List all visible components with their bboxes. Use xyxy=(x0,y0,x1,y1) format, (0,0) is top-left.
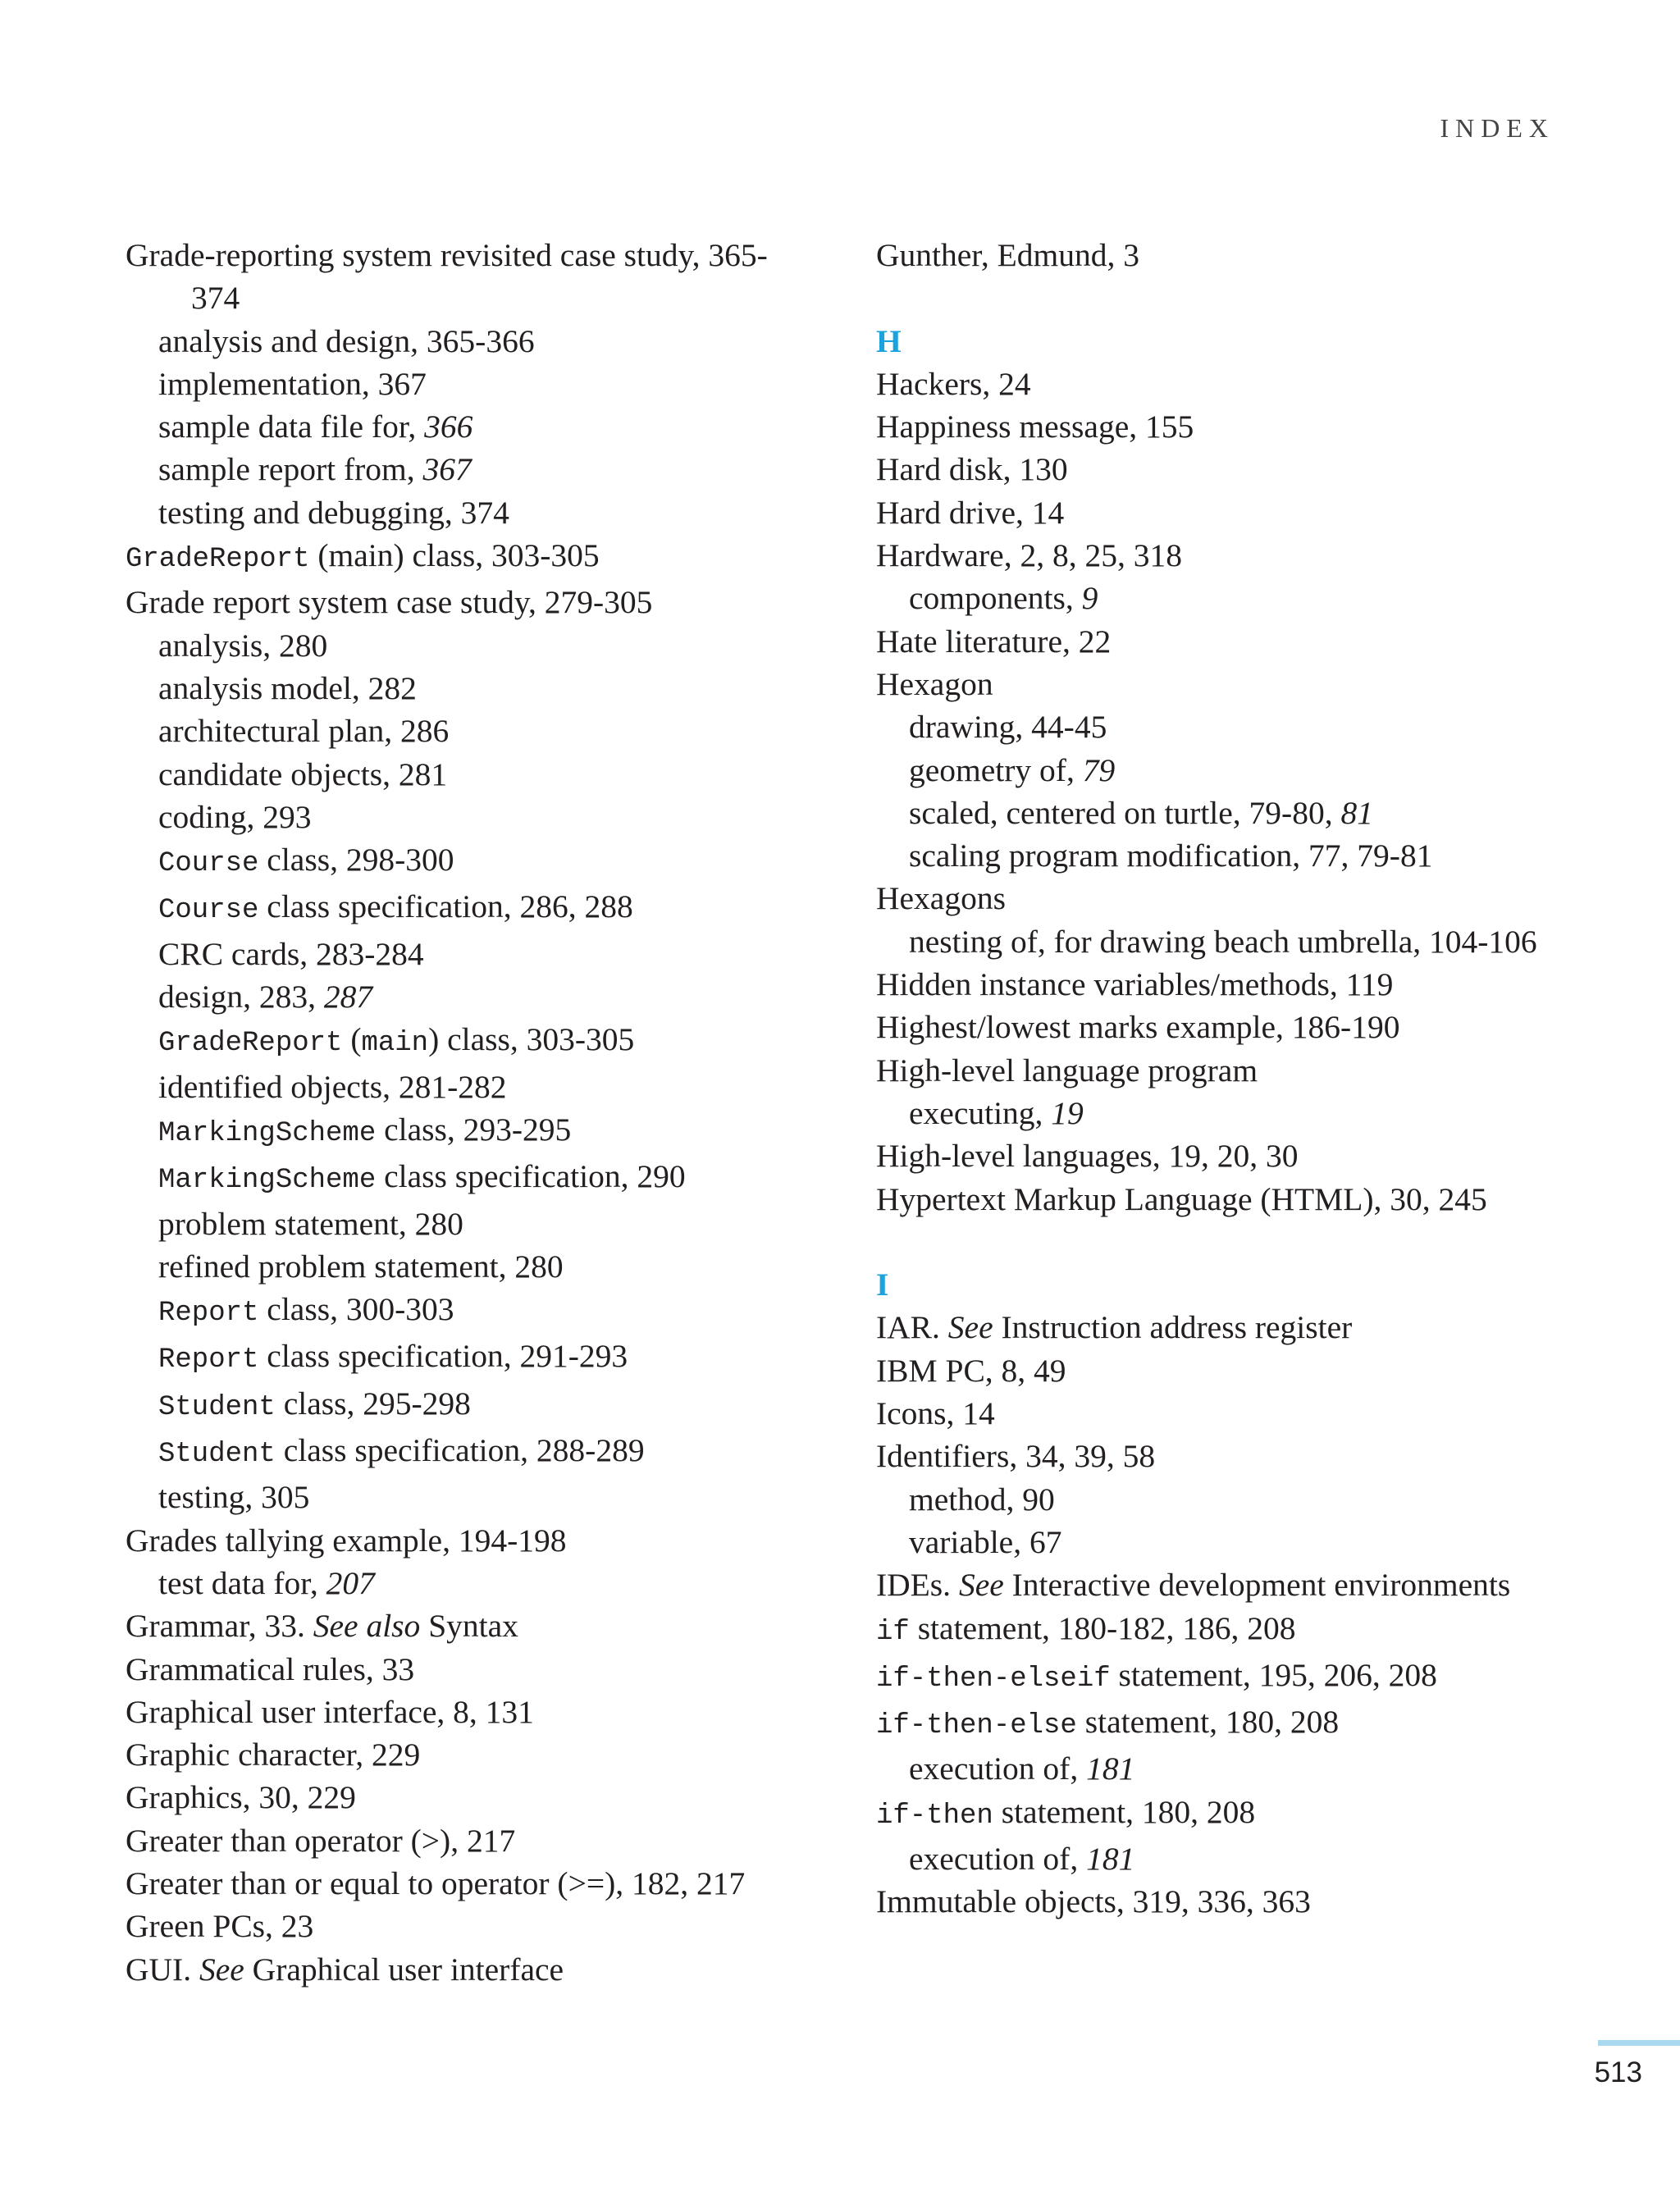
entry-text: 374 xyxy=(191,280,240,317)
figure-page-ref: 81 xyxy=(1340,794,1373,831)
index-subentry: coding, 293 xyxy=(158,798,312,835)
index-entry: Immutable objects, 319, 336, 363 xyxy=(876,1883,1311,1920)
index-subentry: analysis and design, 365-366 xyxy=(158,322,535,359)
index-entry: Hypertext Markup Language (HTML), 30, 245 xyxy=(876,1180,1487,1217)
index-column-left xyxy=(126,234,831,1991)
index-entry: Gunther, Edmund, 3 xyxy=(876,237,1139,273)
entry-text: Instruction address register xyxy=(993,1309,1353,1346)
index-entry: Graphics, 30, 229 xyxy=(126,1779,356,1816)
entry-text: ) class, 303-305 xyxy=(428,1021,635,1058)
code-term: Course xyxy=(158,848,259,880)
entry-text: design, 283, xyxy=(158,979,324,1016)
index-subentry xyxy=(126,838,831,885)
index-entry: Identifiers, 34, 39, 58 xyxy=(876,1438,1156,1475)
index-entry: Hardware, 2, 8, 25, 318 xyxy=(876,537,1182,574)
index-entry: Hard disk, 130 xyxy=(876,451,1068,488)
index-subentry xyxy=(126,1155,831,1202)
index-subentry xyxy=(876,792,1582,834)
index-subentry xyxy=(876,1837,1582,1880)
index-entry xyxy=(876,1563,1582,1606)
code-term: MarkingScheme xyxy=(158,1165,377,1197)
index-entry: Greater than operator (>), 217 xyxy=(126,1822,516,1859)
index-column-right xyxy=(876,234,1582,1924)
index-entry: Hackers, 24 xyxy=(876,365,1031,402)
entry-text: IAR. xyxy=(876,1309,948,1346)
section-gap xyxy=(876,1221,1582,1263)
index-subentry xyxy=(876,577,1582,619)
index-subentry: problem statement, 280 xyxy=(158,1205,463,1242)
entry-text: class, 298-300 xyxy=(258,842,454,879)
index-entry: Grammatical rules, 33 xyxy=(126,1650,415,1687)
index-entry: Grades tallying example, 194-198 xyxy=(126,1522,567,1559)
index-subentry: identified objects, 281-282 xyxy=(158,1068,507,1105)
code-term: main xyxy=(361,1028,429,1060)
index-subentry xyxy=(126,1108,831,1155)
entry-text: Syntax xyxy=(420,1608,518,1645)
entry-text: class, 300-303 xyxy=(258,1291,454,1328)
index-subentry xyxy=(126,448,831,491)
entry-text: test data for, xyxy=(158,1564,326,1601)
index-entry xyxy=(126,1604,831,1647)
running-head: INDEX xyxy=(1440,113,1554,143)
entry-text: class specification, 290 xyxy=(376,1158,686,1195)
index-subentry: drawing, 44-45 xyxy=(909,709,1107,746)
entry-text: IDEs. xyxy=(876,1567,959,1604)
index-entry: Hexagon xyxy=(876,665,993,702)
index-entry: IBM PC, 8, 49 xyxy=(876,1352,1066,1389)
entry-text: class specification, 291-293 xyxy=(258,1338,628,1375)
index-subentry xyxy=(126,1429,831,1476)
entry-text: class, 295-298 xyxy=(275,1385,471,1422)
index-subentry: analysis, 280 xyxy=(158,627,328,664)
figure-page-ref: 207 xyxy=(326,1564,375,1601)
index-subentry xyxy=(126,975,831,1018)
index-subentry: implementation, 367 xyxy=(158,365,427,402)
index-entry xyxy=(876,1306,1582,1349)
entry-text: Graphical user interface xyxy=(244,1951,564,1988)
code-term: Student xyxy=(158,1439,276,1471)
index-subentry: scaling program modification, 77, 79-81 xyxy=(909,838,1433,874)
index-subentry: nesting of, for drawing beach umbrella, 104-106 xyxy=(909,923,1537,960)
see-ref: See xyxy=(958,1567,1004,1604)
code-term: MarkingScheme xyxy=(158,1117,377,1149)
index-subentry: testing and debugging, 374 xyxy=(158,494,509,531)
entry-text: sample data file for, xyxy=(158,408,425,445)
index-subentry: architectural plan, 286 xyxy=(158,713,450,750)
index-subentry xyxy=(126,1562,831,1604)
index-entry: Hard drive, 14 xyxy=(876,494,1065,531)
index-subentry: method, 90 xyxy=(909,1481,1055,1518)
entry-text: geometry of, xyxy=(909,751,1083,788)
index-subentry xyxy=(126,1018,831,1065)
index-entry: Greater than or equal to operator (>=), 182, 217 xyxy=(126,1864,746,1901)
figure-page-ref: 181 xyxy=(1086,1840,1135,1877)
figure-page-ref: 367 xyxy=(422,451,472,488)
entry-text: class specification, 286, 288 xyxy=(258,888,633,925)
index-entry xyxy=(126,1948,831,1991)
index-entry xyxy=(876,1654,1582,1700)
section-letter-h: H xyxy=(876,322,902,359)
index-subentry: testing, 305 xyxy=(158,1479,310,1516)
index-entry: Highest/lowest marks example, 186-190 xyxy=(876,1009,1400,1046)
code-term: Report xyxy=(158,1298,259,1330)
entry-text: statement, 195, 206, 208 xyxy=(1110,1656,1437,1693)
index-entry: Graphical user interface, 8, 131 xyxy=(126,1693,534,1730)
index-subentry xyxy=(126,885,831,932)
code-term: if xyxy=(876,1616,910,1648)
index-entry: Icons, 14 xyxy=(876,1395,995,1432)
see-ref: See xyxy=(947,1309,993,1346)
index-entry: High-level language program xyxy=(876,1052,1258,1089)
code-term: GradeReport xyxy=(126,544,310,576)
figure-page-ref: 79 xyxy=(1082,751,1116,788)
index-entry xyxy=(876,1607,1582,1654)
index-entry: Hexagons xyxy=(876,880,1006,917)
section-letter-i: I xyxy=(876,1267,889,1303)
code-term: if-then xyxy=(876,1800,993,1832)
section-gap xyxy=(876,276,1582,319)
index-subentry xyxy=(876,1747,1582,1790)
index-subentry xyxy=(126,1382,831,1429)
code-term: if-then-elseif xyxy=(876,1663,1111,1695)
entry-text: statement, 180-182, 186, 208 xyxy=(909,1609,1296,1646)
entry-text: Interactive development environments xyxy=(1003,1567,1511,1604)
entry-text: (main) class, 303-305 xyxy=(309,537,600,574)
index-entry xyxy=(876,1700,1582,1747)
index-entry: Grade report system case study, 279-305 xyxy=(126,584,653,621)
entry-text: GUI. xyxy=(126,1951,199,1988)
index-entry: High-level languages, 19, 20, 30 xyxy=(876,1138,1299,1175)
entry-text: Grade-reporting system revisited case study, 365- xyxy=(126,237,768,273)
index-subentry xyxy=(126,1288,831,1335)
entry-text: execution of, xyxy=(909,1840,1087,1877)
entry-text: executing, xyxy=(909,1094,1052,1131)
index-subentry xyxy=(126,405,831,448)
entry-text: statement, 180, 208 xyxy=(1076,1704,1340,1741)
index-subentry xyxy=(876,749,1582,792)
page-number: 513 xyxy=(1594,2056,1642,2088)
code-term: Course xyxy=(158,895,259,927)
entry-text: statement, 180, 208 xyxy=(993,1793,1256,1830)
figure-page-ref: 366 xyxy=(424,408,473,445)
index-entry: Hate literature, 22 xyxy=(876,623,1112,660)
code-term: Report xyxy=(158,1344,259,1376)
figure-page-ref: 19 xyxy=(1051,1094,1084,1131)
index-subentry xyxy=(126,1335,831,1381)
index-entry xyxy=(126,534,831,581)
index-entry: Hidden instance variables/methods, 119 xyxy=(876,966,1394,1003)
code-term: Student xyxy=(158,1391,276,1423)
figure-page-ref: 287 xyxy=(323,979,373,1016)
see-ref: See xyxy=(199,1951,244,1988)
index-subentry xyxy=(876,1092,1582,1134)
entry-text: components, xyxy=(909,580,1082,617)
index-entry: Graphic character, 229 xyxy=(126,1737,421,1773)
code-term: GradeReport xyxy=(158,1028,343,1060)
page-number-rule xyxy=(1598,2040,1680,2046)
index-entry: Happiness message, 155 xyxy=(876,408,1194,445)
entry-text: execution of, xyxy=(909,1750,1087,1787)
entry-text: scaled, centered on turtle, 79-80, xyxy=(909,794,1341,831)
figure-page-ref: 181 xyxy=(1086,1750,1135,1787)
index-subentry: candidate objects, 281 xyxy=(158,755,448,792)
entry-text: sample report from, xyxy=(158,451,423,488)
code-term: if-then-else xyxy=(876,1710,1077,1742)
see-also-ref: See also xyxy=(313,1608,421,1645)
index-entry xyxy=(876,1791,1582,1837)
entry-text: class, 293-295 xyxy=(376,1111,572,1148)
index-subentry: analysis model, 282 xyxy=(158,669,417,706)
figure-page-ref: 9 xyxy=(1081,580,1098,617)
index-entry xyxy=(126,234,831,320)
index-subentry: CRC cards, 283-284 xyxy=(158,935,424,972)
index-entry: Green PCs, 23 xyxy=(126,1908,314,1945)
entry-text: class specification, 288-289 xyxy=(275,1432,645,1469)
entry-text: ( xyxy=(342,1021,362,1058)
entry-text: Grammar, 33. xyxy=(126,1608,313,1645)
index-subentry: refined problem statement, 280 xyxy=(158,1248,564,1285)
index-subentry: variable, 67 xyxy=(909,1523,1062,1560)
